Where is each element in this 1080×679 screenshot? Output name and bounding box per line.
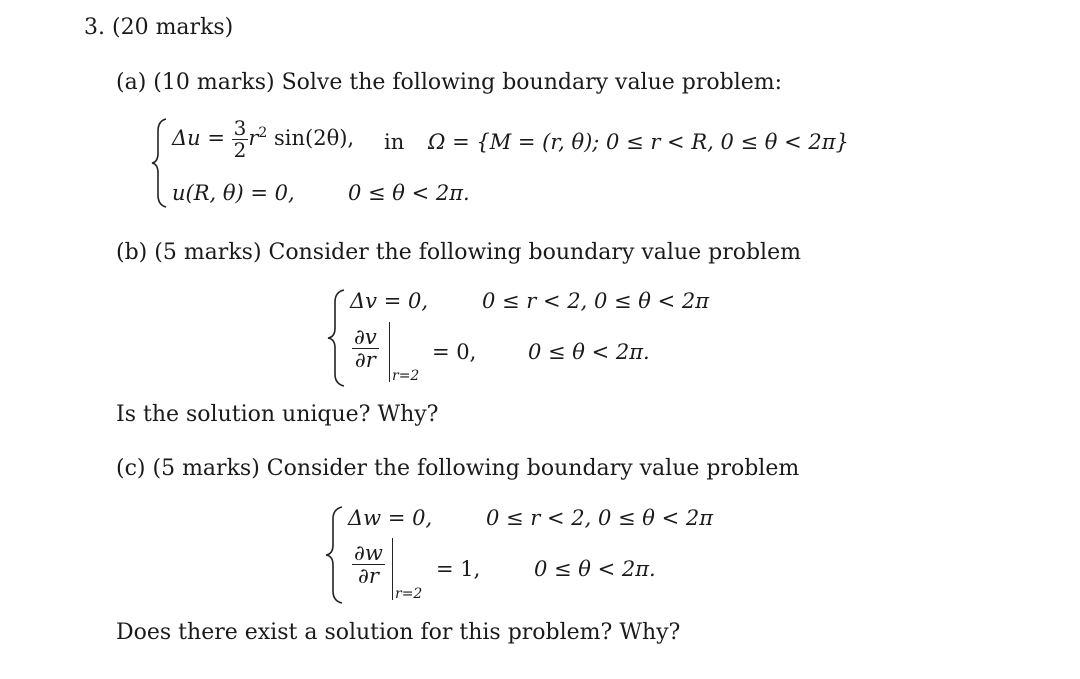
part-a-eq1-in: in <box>384 130 405 154</box>
part-b-eq2-num: ∂v <box>354 325 377 349</box>
part-a-eq1-r: r <box>248 126 259 150</box>
part-b-eq1-condition: 0 ≤ r < 2, 0 ≤ θ < 2π <box>482 289 710 313</box>
part-c-eq2-condition: 0 ≤ θ < 2π. <box>534 557 656 581</box>
part-c-eq2-rhs: = 1, <box>436 557 481 581</box>
part-b-eval-bar <box>389 322 390 382</box>
part-b-brace <box>326 288 348 388</box>
part-a-marks: (10 marks) <box>153 70 275 95</box>
part-b-label: (b) <box>116 240 148 265</box>
part-b-marks: (5 marks) <box>154 240 262 265</box>
part-b-question: Is the solution unique? Why? <box>116 402 439 427</box>
part-a-eq1-frac-num: 3 <box>233 116 247 140</box>
question-marks: (20 marks) <box>112 15 234 40</box>
part-c-brace <box>324 505 346 605</box>
part-c-eq2-eval: r=2 <box>395 586 423 602</box>
part-c-instruction: Consider the following boundary value problem <box>266 456 800 481</box>
question-header <box>84 15 233 41</box>
part-b-equation-1: Δv = 0, <box>350 289 429 313</box>
part-c-marks: (5 marks) <box>152 456 260 481</box>
part-c-label: (c) <box>116 456 146 481</box>
part-a-heading <box>116 70 782 96</box>
part-a-eq2-condition: 0 ≤ θ < 2π. <box>348 181 470 205</box>
part-c-eq2-fraction <box>352 542 385 587</box>
part-a-eq1-lhs: Δu = <box>172 126 232 150</box>
part-a-eq1-rhs: sin(2θ), <box>267 126 355 150</box>
part-c-eq2-num: ∂w <box>354 541 383 565</box>
part-a-equation-1 <box>172 118 354 161</box>
part-c-eq2-den: ∂r <box>357 564 379 589</box>
part-a-eq1-domain: Ω = {M = (r, θ); 0 ≤ r < R, 0 ≤ θ < 2π} <box>428 130 849 154</box>
part-a-eq1-sup: 2 <box>258 125 268 141</box>
part-c-heading <box>116 456 799 482</box>
part-a-eq1-fraction <box>232 118 249 161</box>
part-a-eq1-frac-den: 2 <box>233 138 247 162</box>
part-a-brace <box>150 117 170 209</box>
part-b-eq2-condition: 0 ≤ θ < 2π. <box>528 340 650 364</box>
part-c-equation-1: Δw = 0, <box>348 506 433 530</box>
part-a-instruction: Solve the following boundary value problem: <box>281 70 783 95</box>
part-b-eq2-fraction <box>352 326 379 371</box>
part-b-eq2-rhs: = 0, <box>432 340 477 364</box>
part-c-question: Does there exist a solution for this problem? Why? <box>116 620 681 645</box>
part-b-eq2-den: ∂r <box>354 348 376 373</box>
part-c-eval-bar <box>392 538 393 600</box>
part-a-equation-2: u(R, θ) = 0, <box>172 181 295 205</box>
part-a-label: (a) <box>116 70 147 95</box>
question-number: 3. <box>84 15 105 40</box>
part-c-eq1-condition: 0 ≤ r < 2, 0 ≤ θ < 2π <box>486 506 714 530</box>
part-b-instruction: Consider the following boundary value problem <box>268 240 801 265</box>
part-b-heading <box>116 240 801 266</box>
part-b-eq2-eval: r=2 <box>392 368 420 384</box>
